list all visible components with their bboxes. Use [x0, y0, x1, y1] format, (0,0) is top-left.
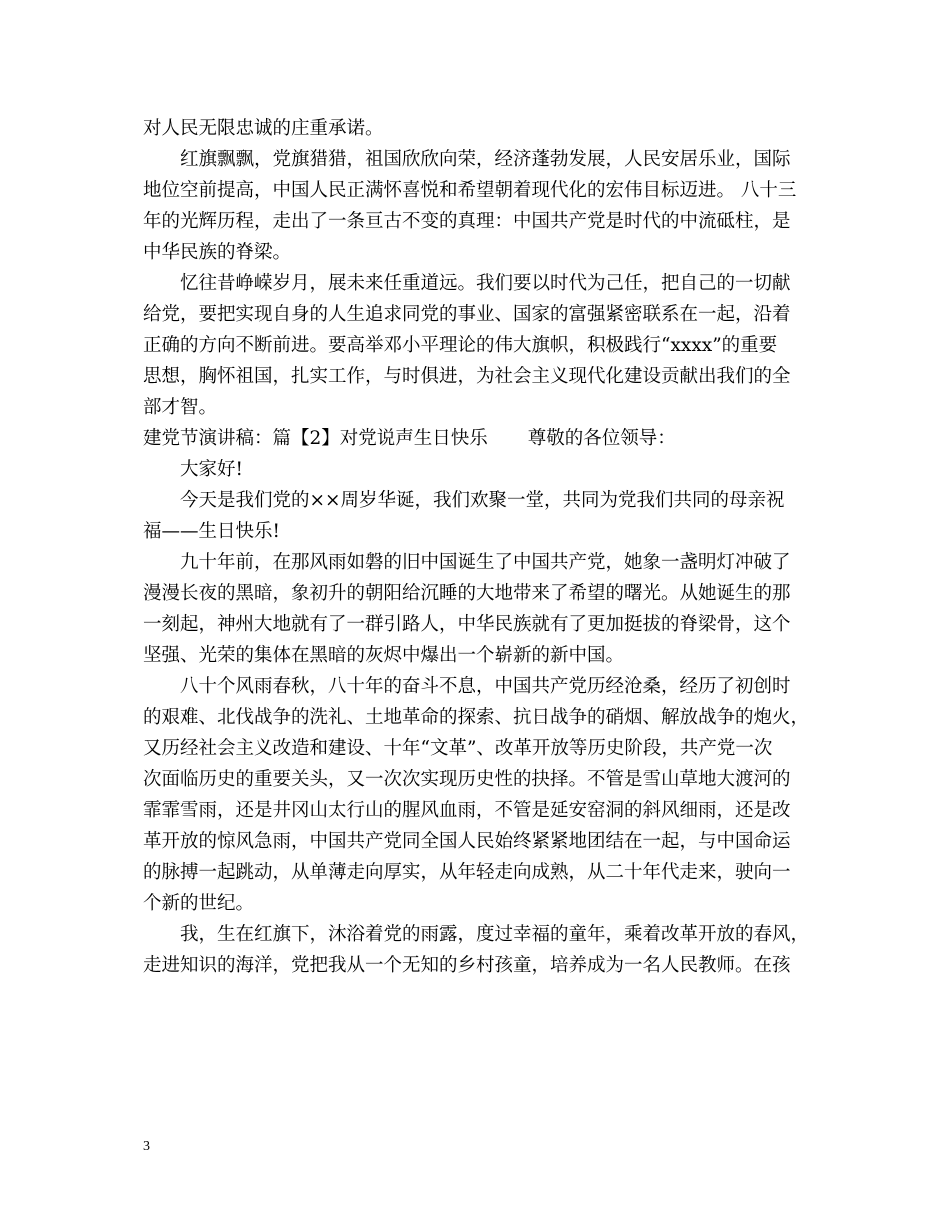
- paragraph-line: 九十年前，在那风雨如磐的旧中国诞生了中国共产党，她象一盏明灯冲破了: [180, 552, 791, 573]
- paragraph-line: 部才智。: [143, 397, 218, 418]
- paragraph-line: 忆往昔峥嵘岁月，展未来任重道远。我们要以时代为己任，把自己的一切献: [180, 273, 791, 294]
- speech-title: 建党节演讲稿：篇【2】对党说声生日快乐: [143, 428, 488, 449]
- page-number: 3: [143, 1139, 150, 1154]
- paragraph-line: 给党，要把实现自身的人生追求同党的事业、国家的富强紧密联系在一起，沿着: [143, 304, 791, 325]
- paragraph-line: 革开放的惊风急雨，中国共产党同全国人民始终紧紧地团结在一起，与中国命运: [143, 831, 791, 852]
- document-body: [143, 113, 808, 981]
- paragraph-line: 个新的世纪。: [143, 893, 255, 914]
- paragraph-line: 又历经社会主义改造和建设、十年“文革”、改革开放等历史阶段，共产党一次: [143, 738, 773, 759]
- greeting-line: 大家好!: [180, 459, 243, 480]
- speech-salutation: 尊敬的各位领导：: [527, 428, 676, 449]
- paragraph-line: 走进知识的海洋，党把我从一个无知的乡村孩童，培养成为一名人民教师。在孩: [143, 955, 791, 976]
- paragraph-line: 次面临历史的重要关头，又一次次实现历史性的抉择。不管是雪山草地大渡河的: [143, 769, 791, 790]
- paragraph-line: 漫漫长夜的黑暗，象初升的朝阳给沉睡的大地带来了希望的曙光。从她诞生的那: [143, 583, 791, 604]
- paragraph-line: 正确的方向不断前进。要高举邓小平理论的伟大旗帜，积极践行“xxxx”的重要: [143, 335, 778, 356]
- paragraph-line: 八十个风雨春秋，八十年的奋斗不息，中国共产党历经沧桑，经历了初创时: [180, 676, 791, 697]
- paragraph-line: 霏霏雪雨，还是井冈山太行山的腥风血雨，不管是延安窑洞的斜风细雨，还是改: [143, 800, 791, 821]
- speech-heading-line: [143, 423, 808, 454]
- paragraph-line: 今天是我们党的××周岁华诞，我们欢聚一堂，共同为党我们共同的母亲祝: [180, 490, 785, 511]
- paragraph-line: 一刻起，神州大地就有了一群引路人，中华民族就有了更加挺拔的脊梁骨，这个: [143, 614, 791, 635]
- paragraph-line: 年的光辉历程，走出了一条亘古不变的真理：中国共产党是时代的中流砥柱，是: [143, 211, 791, 232]
- paragraph-line: 的脉搏一起跳动，从单薄走向厚实，从年轻走向成熟，从二十年代走来，驶向一: [143, 862, 791, 883]
- paragraph-line: 的艰难、北伐战争的洗礼、土地革命的探索、抗日战争的硝烟、解放战争的炮火，: [143, 707, 810, 728]
- paragraph-line: 思想，胸怀祖国，扎实工作，与时俱进，为社会主义现代化建设贡献出我们的全: [143, 366, 791, 387]
- paragraph-line: 中华民族的脊梁。: [143, 242, 292, 263]
- paragraph-line: 我，生在红旗下，沐浴着党的雨露，度过幸福的童年，乘着改革开放的春风，: [180, 924, 810, 945]
- paragraph-line: 福——生日快乐!: [143, 521, 280, 542]
- paragraph-line: 红旗飘飘，党旗猎猎，祖国欣欣向荣，经济蓬勃发展，人民安居乐业，国际: [180, 149, 791, 170]
- paragraph-line: 对人民无限忠诚的庄重承诺。: [143, 118, 384, 139]
- paragraph-line: 坚强、光荣的集体在黑暗的灰烬中爆出一个崭新的新中国。: [143, 645, 625, 666]
- paragraph-line: 地位空前提高，中国人民正满怀喜悦和希望朝着现代化的宏伟目标迈进。 八十三: [143, 180, 797, 201]
